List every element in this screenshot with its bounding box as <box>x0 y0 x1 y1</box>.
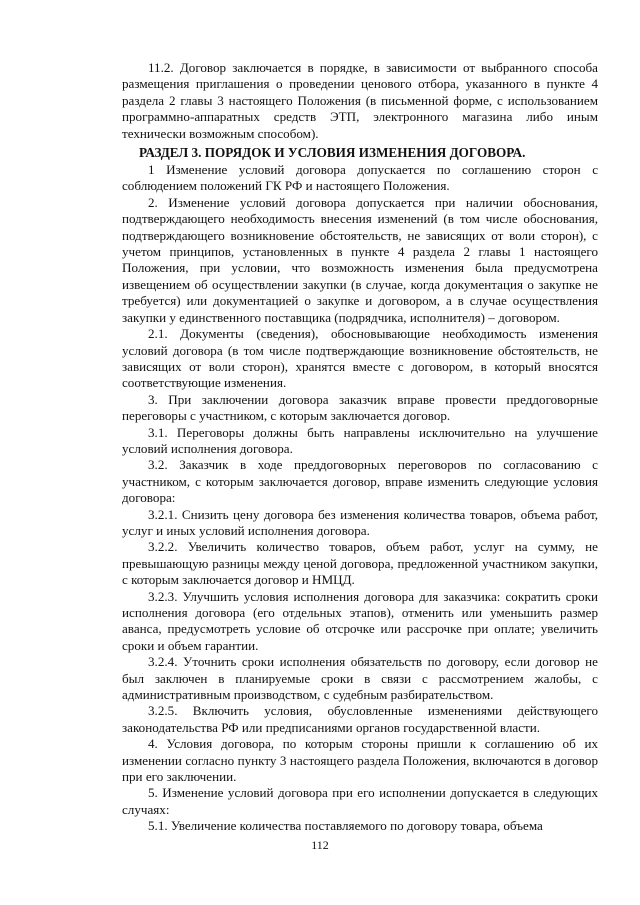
page-number: 112 <box>311 838 329 852</box>
paragraph-3-2-2: 3.2.2. Увеличить количество товаров, объем работ, услуг на сумму, не превышающую разницы между ценой договора, предложенной участником закупки, с которым заключается договор и НМЦД. <box>122 539 598 588</box>
paragraph-1: 1 Изменение условий договора допускается по соглашению сторон с соблюдением положений ГК РФ и настоящего Положения. <box>122 162 598 194</box>
paragraph-3-1: 3.1. Переговоры должны быть направлены исключительно на улучшение условий исполнения договора. <box>122 424 598 456</box>
paragraph-4: 4. Условия договора, по которым стороны пришли к соглашению об их изменении согласно пункту 3 настоящего раздела Положения, включаются в договор при его заключении. <box>122 736 598 785</box>
document-page <box>122 60 598 835</box>
paragraph-3-2: 3.2. Заказчик в ходе преддоговорных переговоров по согласованию с участником, с которым заключается договор, вправе изменить следующие условия договора: <box>122 457 598 506</box>
paragraph-3-2-4: 3.2.4. Уточнить сроки исполнения обязательств по договору, если договор не был заключен в планируемые сроки в связи с рассмотрением жалобы, с административным производством, с судебным разбирательством. <box>122 654 598 703</box>
paragraph-5: 5. Изменение условий договора при его исполнении допускается в следующих случаях: <box>122 785 598 817</box>
paragraph-3: 3. При заключении договора заказчик вправе провести преддоговорные переговоры с участником, с которым заключается договор. <box>122 391 598 424</box>
intro-paragraph: 11.2. Договор заключается в порядке, в зависимости от выбранного способа размещения приглашения о проведении ценового отбора, указанного в пункте 4 раздела 2 главы 3 настоящего Положения (в письменной форме, с использованием программно-аппаратных средств ЭТП, электронного магазина либо иным технически возможным способом). <box>122 60 598 141</box>
paragraph-2: 2. Изменение условий договора допускается при наличии обоснования, подтверждающего необходимость внесения изменений (в том числе обоснования, подтверждающего возникновение обстоятельств, не зависящих от воли сторон), с учетом принципов, установленных в пункте 4 раздела 2 главы 1 настоящего Положения, при условии, что возможность изменения была предусмотрена извещением об осуществлении закупки (в случае, когда документация о закупке не требуется) или документацией о закупке и договором, а в случае осуществления закупки у единственного поставщика (подрядчика, исполнителя) – договором. <box>122 194 598 325</box>
paragraph-3-2-5: 3.2.5. Включить условия, обусловленные изменениями действующего законодательства РФ или предписаниями органов государственной власти. <box>122 703 598 735</box>
paragraph-3-2-1: 3.2.1. Снизить цену договора без изменения количества товаров, объема работ, услуг и иных условий исполнения договора. <box>122 506 598 538</box>
paragraph-2-1: 2.1. Документы (сведения), обосновывающие необходимость изменения условий договора (в том числе подтверждающие возникновение обстоятельств, не зависящих от воли сторон), хранятся вместе с договором, в который вносятся соответствующие изменения. <box>122 326 598 391</box>
paragraph-3-2-3: 3.2.3. Улучшить условия исполнения договора для заказчика: сократить сроки исполнения договора (его отдельных этапов), отменить или уменьшить размер аванса, предусмотреть условие об отсрочке или рассрочке при оплате; увеличить сроки и объем гарантии. <box>122 588 598 653</box>
section-heading: РАЗДЕЛ 3. ПОРЯДОК И УСЛОВИЯ ИЗМЕНЕНИЯ ДОГОВОРА. <box>139 145 526 161</box>
paragraph-5-1: 5.1. Увеличение количества поставляемого по договору товара, объема <box>148 818 543 834</box>
